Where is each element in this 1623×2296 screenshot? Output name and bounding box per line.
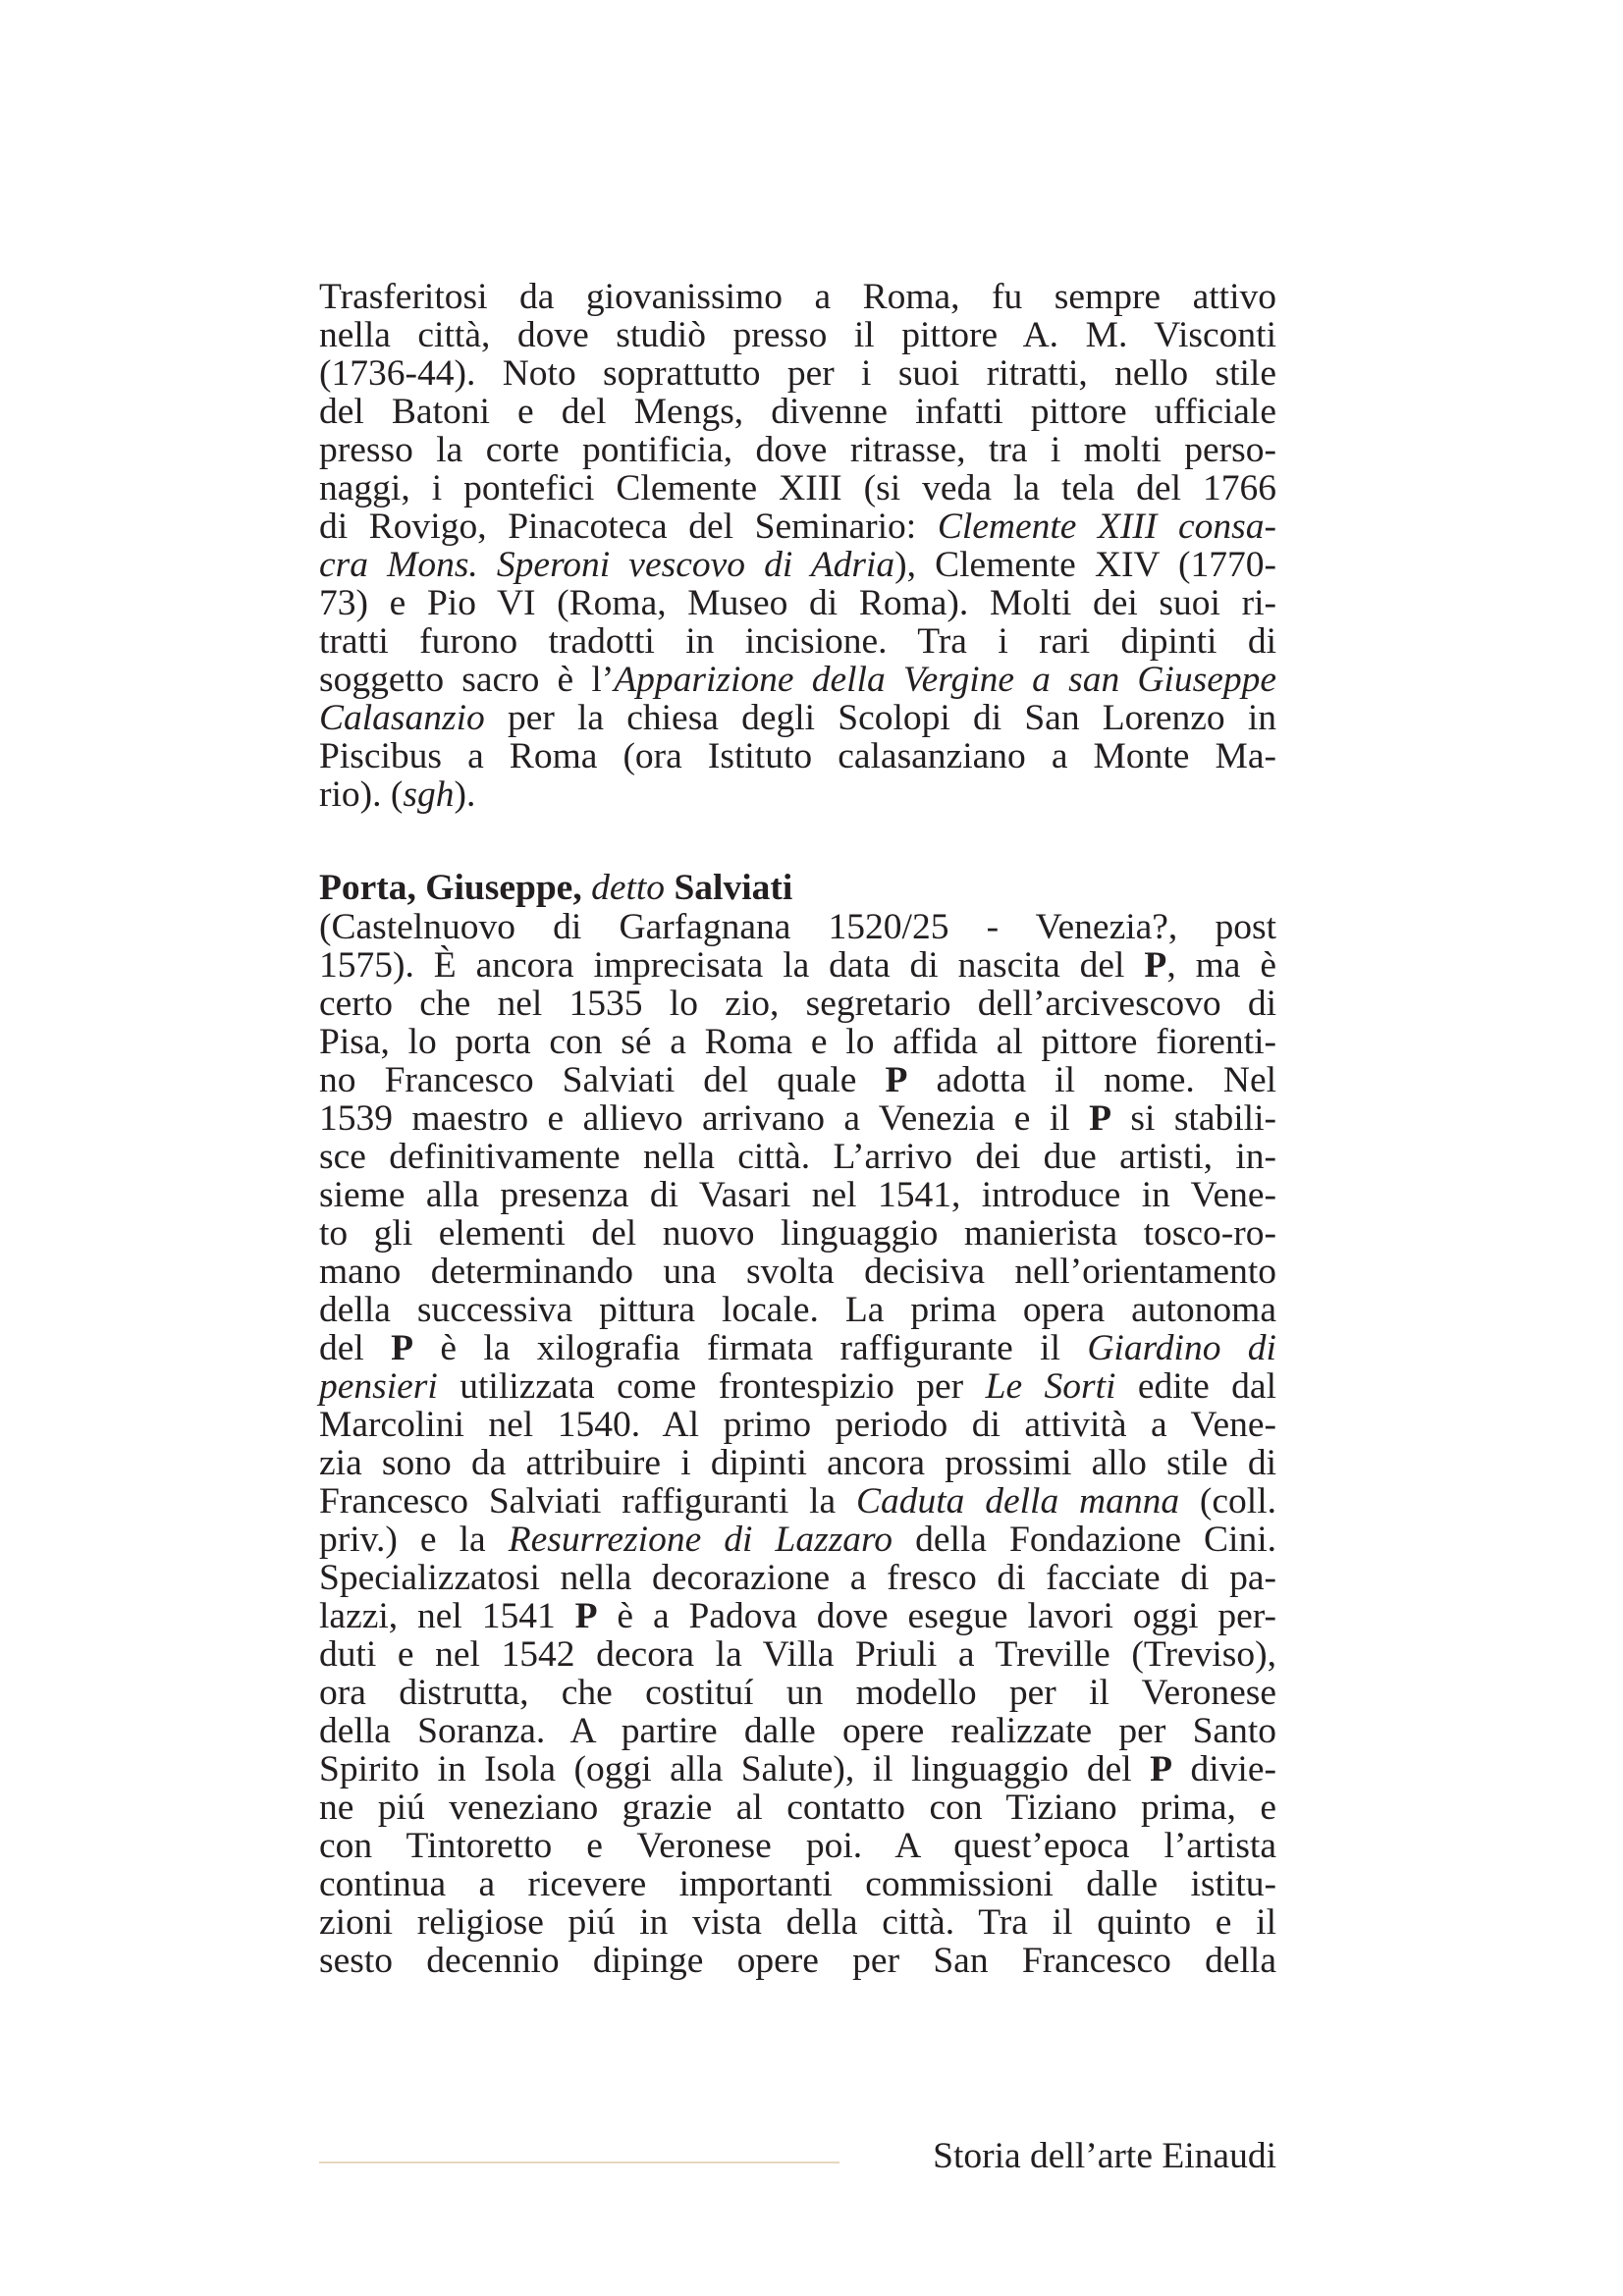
text-line — [319, 775, 1276, 814]
artwork-title: Giardino di — [1087, 1328, 1276, 1368]
text-run: Spirito in Isola (oggi alla Salute), il linguaggio del — [319, 1749, 1151, 1789]
entry-text — [319, 908, 1276, 1980]
text-line: nella città, dove studiò presso il pittore A. M. Visconti — [319, 315, 1276, 355]
text-line: Marcolini nel 1540. Al primo periodo di attività a Vene- — [319, 1405, 1276, 1445]
entry-name: Porta, Giuseppe, — [319, 868, 582, 908]
page-footer — [319, 2135, 1276, 2182]
text-run: è a Padova dove esegue lavori oggi per- — [597, 1596, 1276, 1636]
text-run: no Francesco Salviati del quale — [319, 1060, 886, 1100]
text-line: sesto decennio dipinge opere per San Francesco della — [319, 1941, 1276, 1981]
text-line — [319, 661, 1276, 699]
artwork-title: Caduta della manna — [855, 1481, 1180, 1522]
text-line: del Batoni e del Mengs, divenne infatti pittore ufficiale — [319, 392, 1276, 432]
text-line — [319, 699, 1276, 737]
text-line: certo che nel 1535 lo zio, segretario dell’arcivescovo di — [319, 984, 1276, 1024]
text-run: soggetto sacro è l’ — [319, 660, 615, 700]
text-line: zioni religiose piú in vista della città. Tra il quinto e il — [319, 1902, 1276, 1943]
text-run: ), Clemente XIV (1770- — [894, 545, 1277, 585]
text-line — [319, 1521, 1276, 1559]
text-line: sce definitivamente nella città. L’arrivo dei due artisti, in- — [319, 1137, 1276, 1177]
entry-alias: Salviati — [674, 868, 793, 908]
footer-rule — [319, 2162, 839, 2163]
page-body — [319, 278, 1276, 1980]
artwork-title: Le Sorti — [985, 1366, 1116, 1407]
text-line: Piscibus a Roma (ora Istituto calasanziano a Monte Ma- — [319, 736, 1276, 776]
text-run: edite dal — [1115, 1366, 1276, 1407]
text-line — [319, 1329, 1276, 1367]
artwork-title: Clemente XIII consa- — [937, 507, 1276, 547]
text-line: mano determinando una svolta decisiva nell’orientamento — [319, 1252, 1276, 1292]
text-line: Pisa, lo porta con sé a Roma e lo affida al pittore fiorenti- — [319, 1022, 1276, 1062]
artwork-title: Apparizione della Vergine a san Giuseppe — [614, 660, 1276, 700]
author-initials: sgh — [403, 774, 455, 815]
text-run: per la chiesa degli Scolopi di San Lorenzo in — [484, 698, 1276, 738]
text-run: 1575). È ancora imprecisata la data di nascita del — [319, 945, 1145, 986]
text-line: ora distrutta, che costituí un modello per il Veronese — [319, 1673, 1276, 1713]
text-run: lazzi, nel 1541 — [319, 1596, 575, 1636]
text-run: priv.) e la — [319, 1520, 509, 1560]
text-line — [319, 546, 1276, 584]
text-line: (1736-44). Noto soprattutto per i suoi ritratti, nello stile — [319, 353, 1276, 394]
footer-publisher: Storia dell’arte Einaudi — [933, 2136, 1276, 2176]
text-line — [319, 1367, 1276, 1406]
abbr-p: P — [885, 1060, 908, 1100]
text-line — [319, 946, 1276, 985]
artwork-title: pensieri — [319, 1366, 438, 1407]
text-line: duti e nel 1542 decora la Villa Priuli a Treville (Treviso), — [319, 1634, 1276, 1675]
text-line — [319, 1482, 1276, 1521]
text-run: utilizzata come frontespizio per — [437, 1366, 986, 1407]
text-line: Specializzatosi nella decorazione a fresco di facciate di pa- — [319, 1558, 1276, 1598]
text-line: tratti furono tradotti in incisione. Tra i rari dipinti di — [319, 621, 1276, 662]
abbr-p: P — [1144, 945, 1167, 986]
text-line — [319, 1597, 1276, 1635]
text-line: (Castelnuovo di Garfagnana 1520/25 - Venezia?, post — [319, 907, 1276, 947]
text-run: adotta il nome. Nel — [907, 1060, 1277, 1100]
abbr-p: P — [574, 1596, 598, 1636]
text-line: 73) e Pio VI (Roma, Museo di Roma). Molti dei suoi ri- — [319, 583, 1276, 623]
artwork-title: Calasanzio — [319, 698, 485, 738]
text-run: è la xilografia firmata raffigurante il — [413, 1328, 1088, 1368]
text-line: Trasferitosi da giovanissimo a Roma, fu sempre attivo — [319, 277, 1276, 317]
abbr-p: P — [391, 1328, 414, 1368]
text-line: sieme alla presenza di Vasari nel 1541, introduce in Vene- — [319, 1175, 1276, 1215]
text-run: del — [319, 1328, 392, 1368]
text-run: della Fondazione Cini. — [893, 1520, 1277, 1560]
text-run: (coll. — [1179, 1481, 1276, 1522]
abbr-p: P — [1089, 1098, 1112, 1139]
text-line: presso la corte pontificia, dove ritrasse, tra i molti perso- — [319, 430, 1276, 470]
text-line: con Tintoretto e Veronese poi. A quest’epoca l’artista — [319, 1826, 1276, 1866]
text-line — [319, 1061, 1276, 1099]
text-run: di Rovigo, Pinacoteca del Seminario: — [319, 507, 938, 547]
text-run: rio). ( — [319, 774, 404, 815]
text-line — [319, 1099, 1276, 1138]
text-line: to gli elementi del nuovo linguaggio manierista tosco-ro- — [319, 1213, 1276, 1254]
abbr-p: P — [1150, 1749, 1173, 1789]
text-run: 1539 maestro e allievo arrivano a Venezia e il — [319, 1098, 1090, 1139]
artwork-title: Resurrezione di Lazzaro — [508, 1520, 893, 1560]
text-run: Francesco Salviati raffiguranti la — [319, 1481, 856, 1522]
text-line — [319, 507, 1276, 546]
text-run: ). — [454, 774, 476, 815]
artwork-title: cra Mons. Speroni vescovo di Adria — [319, 545, 895, 585]
entry-detto: detto — [591, 868, 666, 908]
text-run: si stabili- — [1111, 1098, 1276, 1139]
text-run: , ma è — [1166, 945, 1276, 986]
text-run: divie- — [1172, 1749, 1276, 1789]
text-line: della successiva pittura locale. La prima opera autonoma — [319, 1290, 1276, 1330]
text-line: ne piú veneziano grazie al contatto con Tiziano prima, e — [319, 1788, 1276, 1828]
text-line: continua a ricevere importanti commissioni dalle istitu- — [319, 1864, 1276, 1904]
text-line: zia sono da attribuire i dipinti ancora prossimi allo stile di — [319, 1443, 1276, 1483]
entry-heading — [319, 869, 1276, 908]
previous-entry-text — [319, 278, 1276, 814]
text-line: naggi, i pontefici Clemente XIII (si veda la tela del 1766 — [319, 468, 1276, 508]
text-line: della Soranza. A partire dalle opere realizzate per Santo — [319, 1711, 1276, 1751]
text-line — [319, 1750, 1276, 1789]
